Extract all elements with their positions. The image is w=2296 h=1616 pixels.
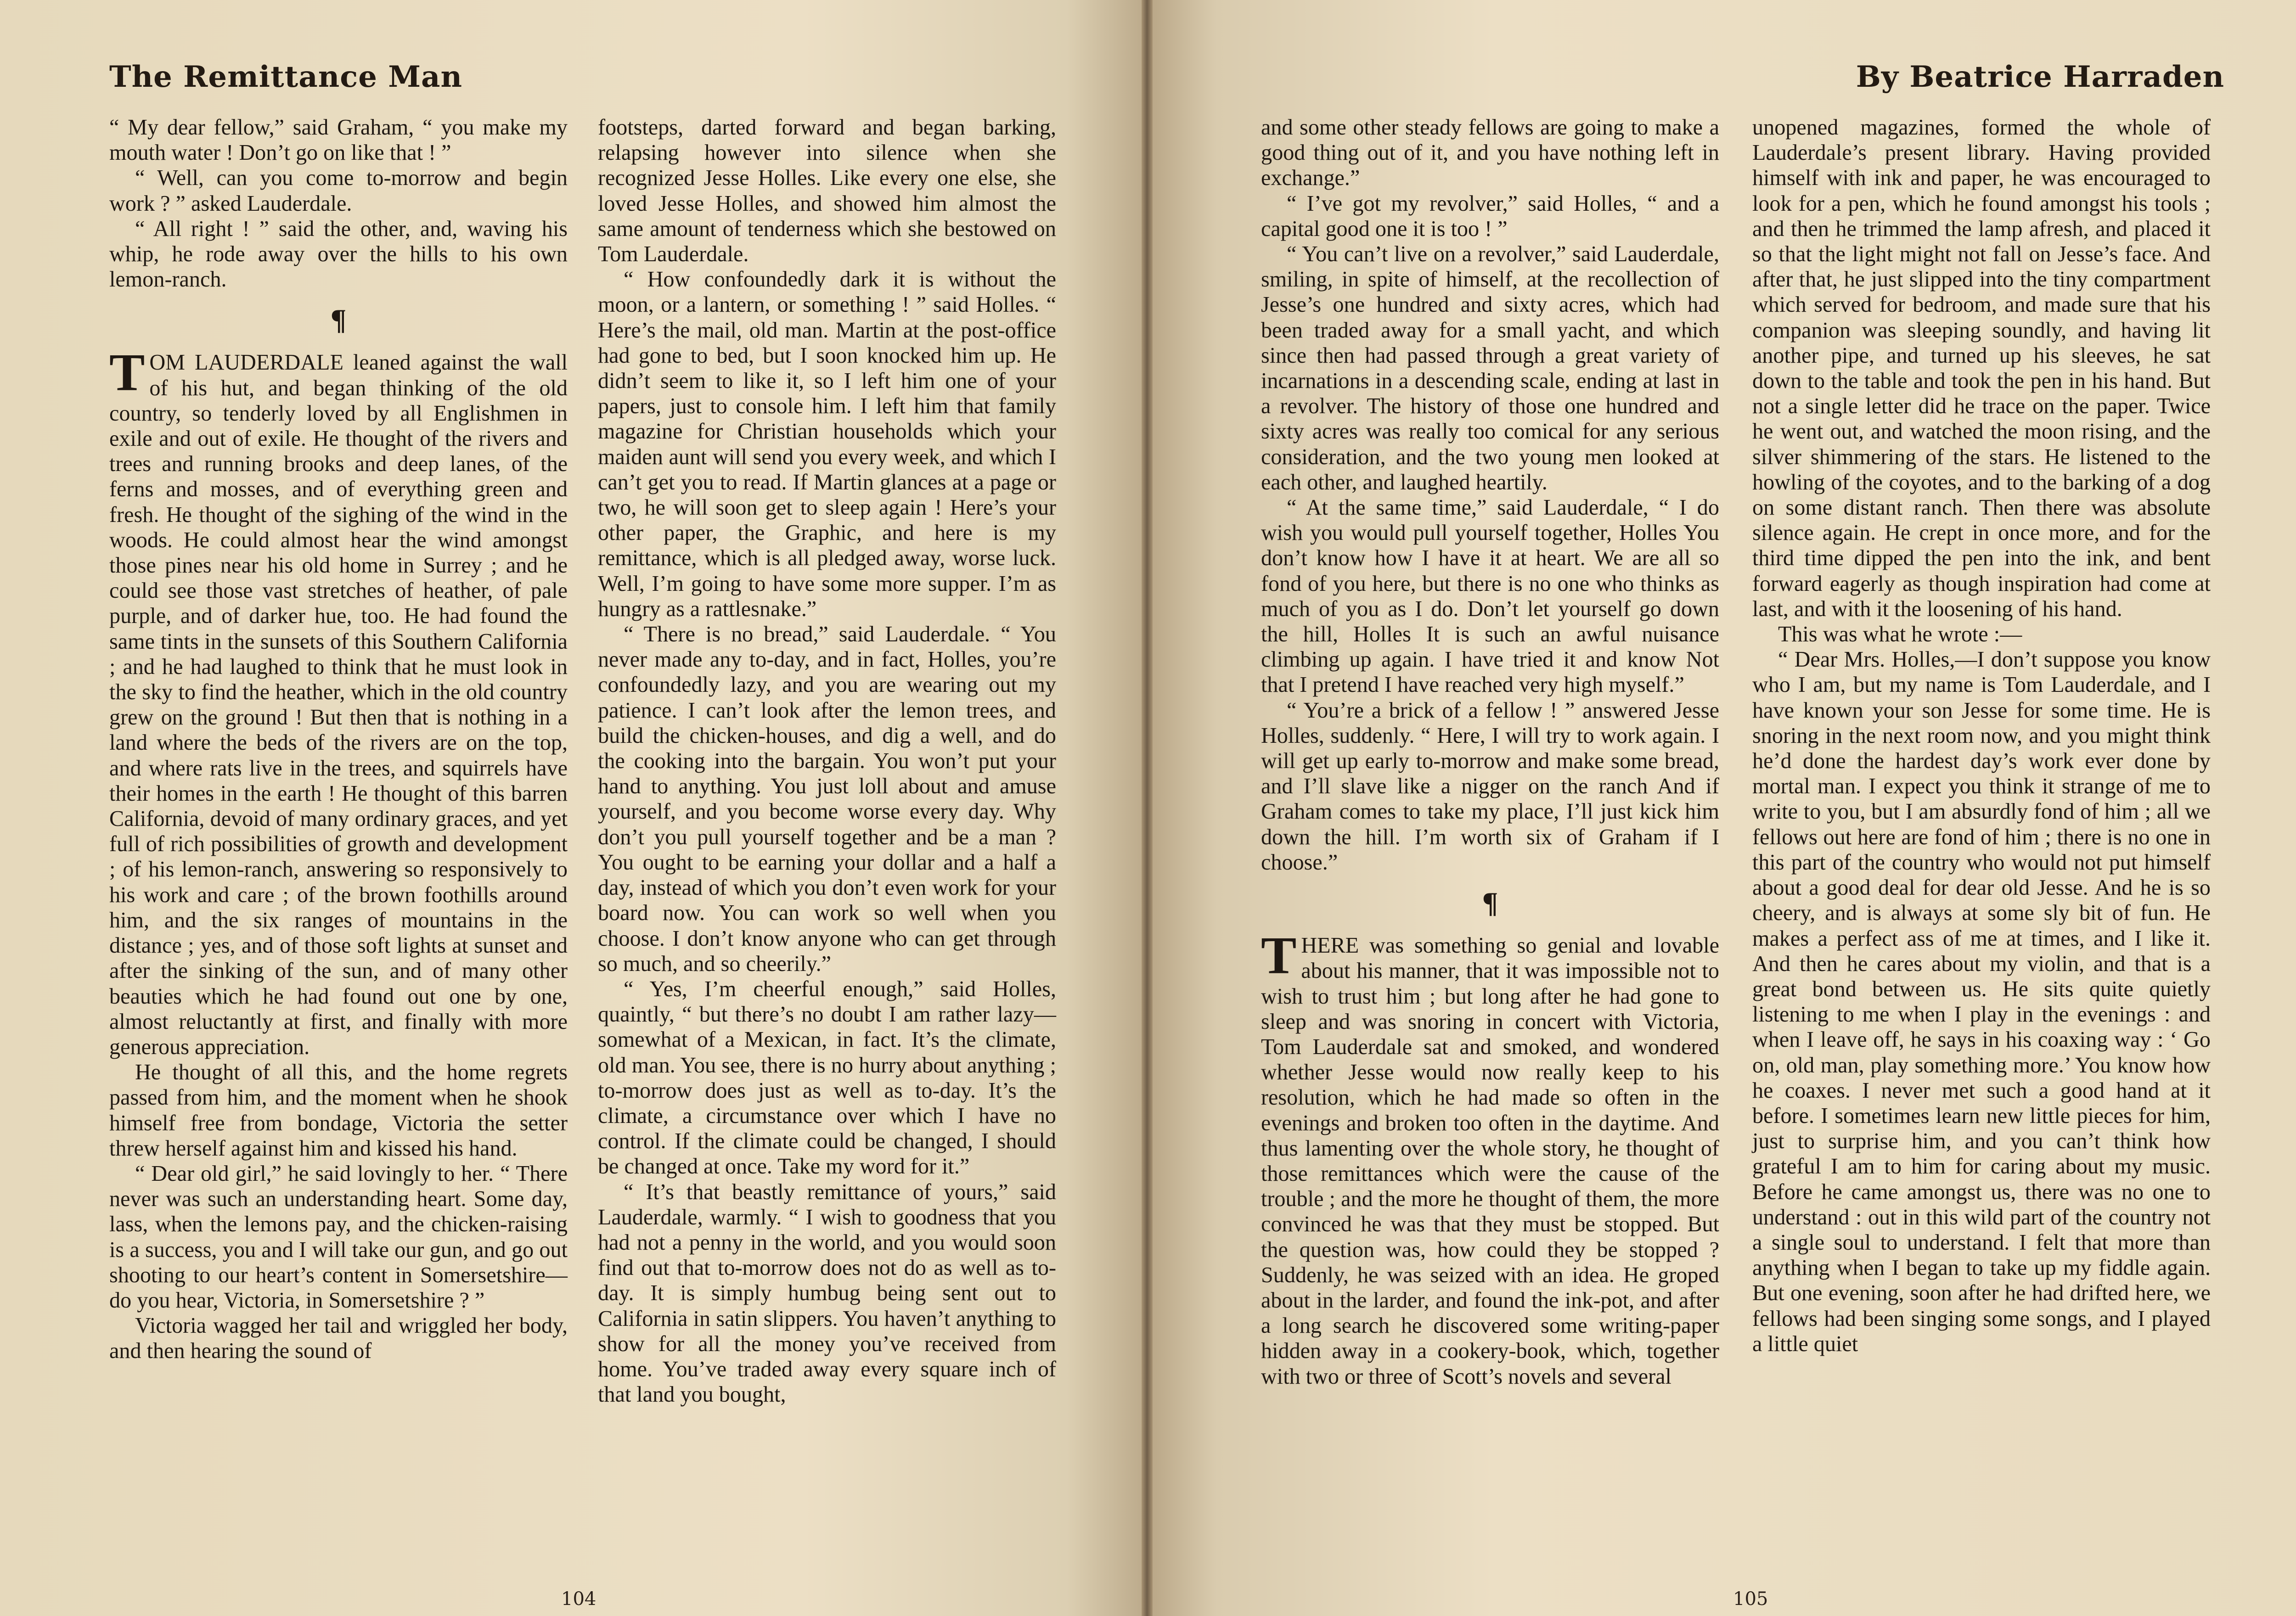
section-break-pilcrow: ¶ <box>1482 886 1498 919</box>
drop-cap: T <box>109 343 145 403</box>
paragraph: “ My dear fellow,” said Graham, “ you make my mouth water ! Don’t go on like that ! ” <box>109 115 568 165</box>
paragraph: “ Dear Mrs. Holles,—I don’t suppose you know who I am, but my name is Tom Lauderdale, and I have known your son Jesse for some time. He is snoring in the next room now, and you might think he’d done the hardest day’s work ever done by mortal man. I expect you think it strange of me to write to you, but I am absurdly fond of him ; all we fellows out here are fond of him ; there is no one in this part of the country who would not put himself about a good deal for dear old Jesse. And he is so cheery, and is always at some sly bit of fun. He makes a perfect ass of me at times, and I like it. And then he cares about my violin, and that is a great bond between us. He sits quite quietly listening to me when I play in the evenings : and when I leave off, he says in his coaxing way : ‘ Go on, old man, play something more.’ You know how he coaxes. I never met such a good hand at it before. I sometimes learn new little pieces for him, just to surprise him, and you can’t think how grateful I am to him for caring about my music. Before he came amongst us, there was no one to understand : out in this wild part of the country not a single soul to understand. I felt that more than anything when I began to take up my fiddle again. But one evening, soon after he had drifted here, we fellows had been singing some songs, and I played a little quiet <box>1752 647 2211 1356</box>
paragraph: unopened magazines, formed the whole of Lauderdale’s present library. Having provided himself with ink and paper, he was encouraged to look for a pen, which he found amongst his tools ; and then he trimmed the lamp afresh, and placed it so that the light might not fall on Jesse’s face. And after that, he just slipped into the tiny compartment which served for bedroom, and made sure that his companion was sleeping soundly, and having lit another pipe, and turned up his sleeves, he sat down to the table and took the pen in his hand. But not a single letter did he trace on the paper. Twice he went out, and watched the moon rising, and the silver shimmering of the stars. He listened to the howling of the coyotes, and to the barking of a dog on some distant ranch. Then there was absolute silence again. He crept in once more, and for the third time dipped the pen into the ink, and bent forward eagerly as though inspiration had come at last, and with it the loosening of his hand. <box>1752 115 2211 621</box>
paragraph-text: HERE was something so genial and lovable about his manner, that it was impossible not to wish to trust him ; but long after he had gone to sleep and was snoring in concert with Victoria, Tom Lauderdale sat and smoked, and wondered whether Jesse would now really keep to his resolution, which he had made so often in the evenings and broken too often in the daytime. And thus lamenting over the whole story, he thought of those remittances which were the cause of the trouble ; and the more he thought of them, the more convinced he was that they must be stopped. But the question was, how could they be stopped ? Suddenly, he was seized with an idea. He groped about in the larder, and found the ink-pot, and after a long search he discovered some writing-paper hidden away in a cookery-book, which, together with two or three of Scott’s novels and several <box>1261 933 1719 1389</box>
paragraph: “ How confoundedly dark it is without the moon, or a lantern, or something ! ” said Holles. “ Here’s the mail, old man. Martin at the post-office had gone to bed, but I soon knocked him up. He didn’t seem to like it, so I left him one of your papers, just to console him. I left him that family magazine for Christian households which your maiden aunt will send you every week, and which I can’t get you to read. If Martin glances at a page or two, he will soon get to sleep again ! Here’s your other paper, the Graphic, and here is my remittance, which is all pledged away, worse luck. Well, I’m going to have some more supper. I’m as hungry as a rattlesnake.” <box>598 267 1056 621</box>
running-head-author: By Beatrice Harraden <box>1856 60 2224 94</box>
page-number-right: 105 <box>1733 1588 1768 1610</box>
paragraph: “ Yes, I’m cheerful enough,” said Holles, quaintly, “ but there’s no doubt I am rather lazy—somewhat of a Mexican, in fact. It’s the climate, old man. You see, there is no hurry about anything ; to-morrow does just as well as to-day. It’s the climate, a circumstance over which I have no control. If the climate could be changed, I should be changed at once. Take my word for it.” <box>598 976 1056 1179</box>
left-page <box>0 0 1147 1616</box>
section-break-pilcrow: ¶ <box>330 303 347 336</box>
paragraph: and some other steady fellows are going to make a good thing out of it, and you have nothing left in exchange.” <box>1261 115 1719 191</box>
paragraph-with-dropcap <box>1261 926 1719 1389</box>
drop-cap: T <box>1261 926 1297 986</box>
paragraph: “ There is no bread,” said Lauderdale. “ You never made any to-day, and in fact, Holles, you’re confoundedly lazy, and you are wearing out my patience. I can’t look after the lemon trees, and build the chicken-houses, and dig a well, and do the cooking into the bargain. You won’t put your hand to anything. You just loll about and amuse yourself, and you become worse every day. Why don’t you pull yourself together and be a man ? You ought to be earning your dollar and a half a day, instead of which you don’t even work for your board now. You can work so well when you choose. I don’t know anyone who can get through so much, and so cheerily.” <box>598 622 1056 976</box>
running-head-title: The Remittance Man <box>109 60 463 94</box>
paragraph: “ You can’t live on a revolver,” said Lauderdale, smiling, in spite of himself, at the recollection of Jesse’s one hundred and sixty acres, which had been traded away for a small yacht, and which since then had passed through a great variety of incarnations in a descending scale, ending at last in a revolver. The history of those one hundred and sixty acres was really too comical for any serious consideration, and the two young men looked at each other, and laughed heartily. <box>1261 242 1719 494</box>
right-column-1 <box>1261 115 1719 1389</box>
paragraph: “ You’re a brick of a fellow ! ” answered Jesse Holles, suddenly. “ Here, I will try to work again. I will get up early to-morrow and make some bread, and I’ll slave like a nigger on the ranch And if Graham comes to take my place, I’ll just kick him down the hill. I’m worth six of Graham if I choose.” <box>1261 698 1719 875</box>
paragraph: “ It’s that beastly remittance of yours,” said Lauderdale, warmly. “ I wish to goodness that you had not a penny in the world, and you would soon find out that to-morrow does not do as well as to-day. It is simply humbug being sent out to California in satin slippers. You haven’t anything to show for all the money you’ve received from home. You’ve traded away every square inch of that land you bought, <box>598 1179 1056 1407</box>
right-page <box>1147 0 2296 1616</box>
book-gutter <box>1142 0 1153 1616</box>
left-column-2 <box>598 115 1056 1407</box>
paragraph: Victoria wagged her tail and wriggled her body, and then hearing the sound of <box>109 1313 568 1364</box>
paragraph: “ Well, can you come to-morrow and begin work ? ” asked Lauderdale. <box>109 166 568 216</box>
paragraph: This was what he wrote :— <box>1778 622 2022 647</box>
paragraph: “ All right ! ” said the other, and, waving his whip, he rode away over the hills to his own lemon-ranch. <box>109 216 568 292</box>
paragraph: He thought of all this, and the home regrets passed from him, and the moment when he shook himself free from bondage, Victoria the setter threw herself against him and kissed his hand. <box>109 1060 568 1161</box>
paragraph: “ At the same time,” said Lauderdale, “ I do wish you would pull yourself together, Holles You don’t know how I have it at heart. We are all so fond of you here, but there is no one who thinks as much of you as I do. Don’t let yourself go down the hill, Holles It is such an awful nuisance climbing up again. I have tried it and know Not that I pretend I have reached very high myself.” <box>1261 495 1719 697</box>
right-column-2 <box>1752 115 2211 1357</box>
paragraph-with-dropcap <box>109 343 568 1060</box>
paragraph: “ Dear old girl,” he said lovingly to her. “ There never was such an understanding heart. Some day, lass, when the lemons pay, and the chicken-raising is a success, you and I will take our gun, and go out shooting to our heart’s content in Somersetshire—do you hear, Victoria, in Somersetshire ? ” <box>109 1161 568 1313</box>
paragraph: “ I’ve got my revolver,” said Holles, “ and a capital good one it is too ! ” <box>1261 191 1719 241</box>
paragraph: footsteps, darted forward and began barking, relapsing however into silence when she recognized Jesse Holles. Like every one else, she loved Jesse Holles, and showed him almost the same amount of tenderness which she bestowed on Tom Lauderdale. <box>598 115 1056 267</box>
page-number-left: 104 <box>561 1588 597 1610</box>
left-column-1 <box>109 115 568 1364</box>
paragraph-text: OM LAUDERDALE leaned against the wall of his hut, and began thinking of the old country, so tenderly loved by all Englishmen in exile and out of exile. He thought of the rivers and trees and running brooks and deep lanes, of the ferns and mosses, and of everything green and fresh. He thought of the sighing of the wind in the woods. He could almost hear the wind amongst those pines near his old home in Surrey ; and he could see those vast stretches of heather, of pale purple, and of darker hue, too. He had found the same tints in the sunsets of this Southern California ; and he had laughed to think that he must look in the sky to find the heather, which in the old country grew on the ground ! But then that is nothing in a land where the beds of the rivers are on the top, and where rats live in the trees, and squirrels have their homes in the earth ! He thought of this barren California, devoid of many ordinary graces, and yet full of rich possibilities of growth and development ; of his lemon-ranch, answering so responsively to his work and care ; of the brown foothills around him, and the six ranges of mountains in the distance ; yes, and of those soft lights at sunset and after the sinking of the sun, and of many other beauties which he had found out one by one, almost reluctantly at first, and finally with more generous appreciation. <box>109 350 568 1059</box>
